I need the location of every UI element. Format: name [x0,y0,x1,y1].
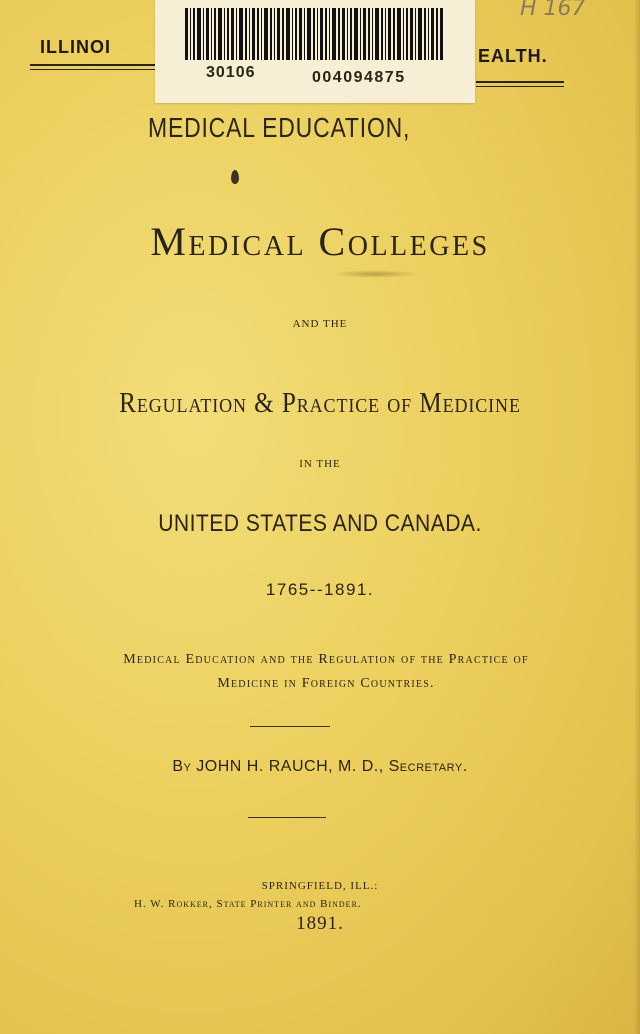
imprint-printer: H. W. Rokker, State Printer and Binder. [134,898,362,910]
main-title: Medical Colleges [150,219,490,264]
stamp-rule [476,86,564,87]
in-the-label: IN THE [299,458,341,470]
library-stamp-left: ILLINOI [40,37,111,57]
handwritten-title: MEDICAL EDUCATION, [148,112,411,143]
author-byline: By JOHN H. RAUCH, M. D., Secretary. [172,758,468,775]
and-the-label: AND THE [292,318,348,330]
imprint-year: 1891. [296,913,344,934]
subtitle-line-1: Medical Education and the Regulation of the Practice of [123,652,529,667]
region-title: UNITED STATES AND CANADA. [158,510,482,537]
divider [250,726,330,727]
subtitle [36,648,616,696]
subtitle-line-2: Medicine in Foreign Countries. [217,676,435,691]
library-stamp-right: EALTH. [478,46,548,66]
stamp-rule [30,64,156,66]
stamp-rule [30,69,156,70]
regulation-title: Regulation & Practice of Medicine [119,388,521,419]
years-range: 1765--1891. [265,580,375,599]
ink-blot-icon [231,170,239,184]
barcode-number-left: 30106 [206,64,256,81]
ink-smudge [330,270,420,278]
divider [248,817,326,818]
imprint-place: SPRINGFIELD, ILL.: [261,880,379,892]
page-edge-shadow [634,0,640,1034]
pencil-annotation: H 167 [520,0,586,21]
barcode-number-right: 004094875 [312,69,406,86]
barcode-icon [185,8,443,60]
stamp-rule [476,81,564,83]
